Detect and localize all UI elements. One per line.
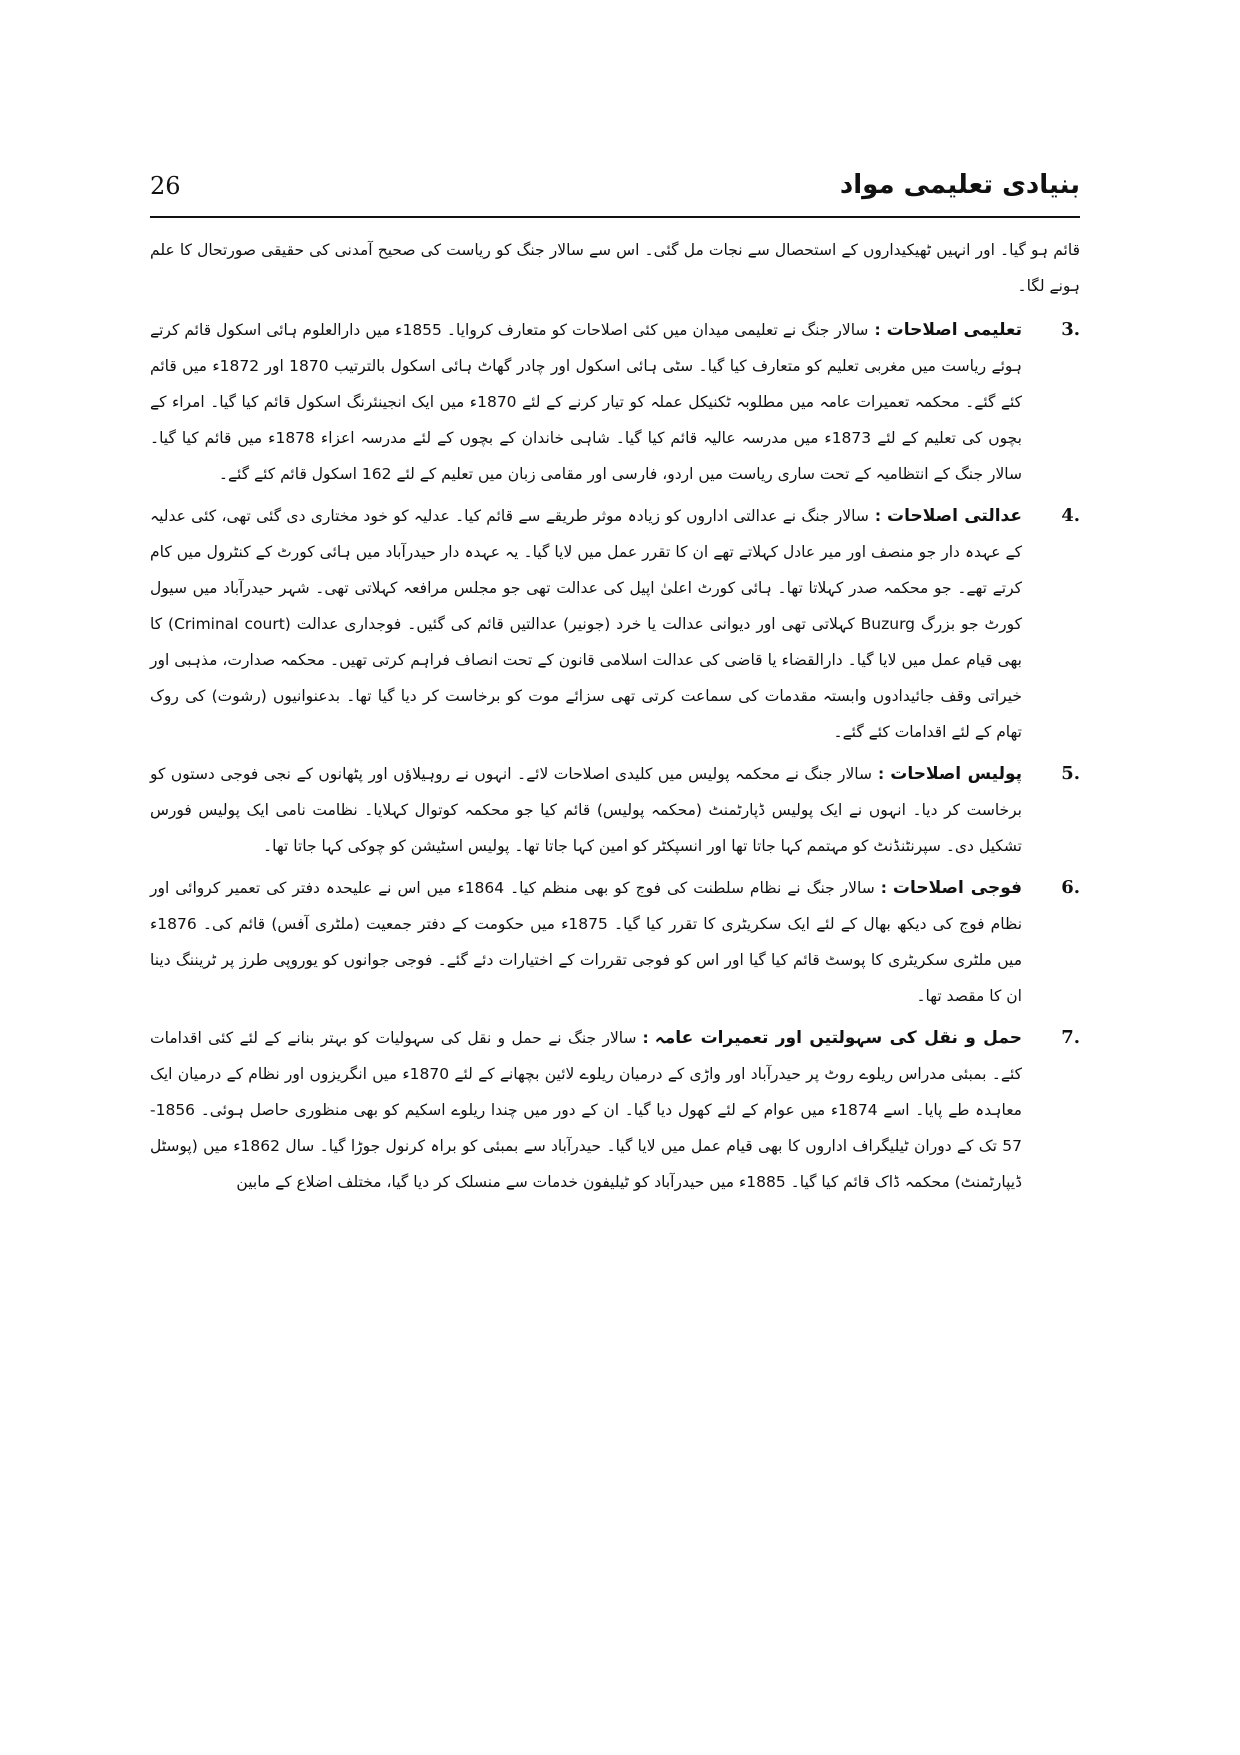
item-heading: فوجی اصلاحات	[892, 878, 1022, 898]
item-heading: عدالتی اصلاحات	[887, 506, 1022, 526]
page-body	[150, 232, 1080, 1206]
list-item-police-reforms	[150, 756, 1080, 864]
item-separator: :	[874, 321, 881, 339]
item-number: 4.	[1061, 505, 1080, 526]
item-text: سالار جنگ نے حمل و نقل کی سہولیات کو بہتر بنانے کے لئے کئی اقدامات کئے۔ بمبئی مدراس ریلوے روٹ پر حیدرآباد اور واڑی کے درمیان ریلوے لائین بچھانے کے لئے 1870ء میں انگریزوں اور نظام کے درمیان ایک معاہدہ طے پایا۔ اسے 1874ء میں عوام کے لئے کھول دیا گیا۔ ان کے دور میں چندا ریلوے اسکیم کو بھی منظوری حاصل ہوئی۔ 1856-57 تک کے دوران ٹیلیگراف اداروں کا بھی قیام عمل میں لایا گیا۔ حیدرآباد سے بمبئی کو براہ کرنول جوڑا گیا۔ سال 1862ء میں (پوسٹل ڈیپارٹمنٹ) محکمہ ڈاک قائم کیا گیا۔ 1885ء میں حیدرآباد کو ٹیلیفون خدمات سے منسلک کر دیا گیا، مختلف اضلاع کے مابین	[150, 1029, 1023, 1191]
list-item-military-reforms	[150, 870, 1080, 1014]
item-separator: :	[874, 507, 882, 525]
item-text: سالار جنگ نے محکمہ پولیس میں کلیدی اصلاحات لائے۔ انہوں نے روہیلاؤں اور پٹھانوں کے نجی فوجی دستوں کو برخاست کر دیا۔ انہوں نے ایک پولیس ڈپارٹمنٹ (محکمہ پولیس) قائم کیا جو محکمہ کوتوال کہلایا۔ نظامت نامی ایک پولیس فورس تشکیل دی۔ سپرنٹنڈنٹ کو مہتمم کہا جاتا تھا اور انسپکٹر کو امین کہا جاتا تھا۔ پولیس اسٹیشن کو چوکی کہا جاتا تھا۔	[150, 765, 1022, 855]
intro-paragraph: قائم ہو گیا۔ اور انہیں ٹھیکیداروں کے استحصال سے نجات مل گئی۔ اس سے سالار جنگ کو ریاست کی صحیح آمدنی کی حقیقی صورتحال کا علم ہونے لگا۔	[150, 241, 1080, 295]
item-number: 5.	[1061, 763, 1080, 784]
item-heading: پولیس اصلاحات	[890, 764, 1022, 784]
item-text: سالار جنگ نے تعلیمی میدان میں کئی اصلاحات کو متعارف کروایا۔ 1855ء میں دارالعلوم ہائی اسکول قائم کرتے ہوئے ریاست میں مغربی تعلیم کو متعارف کیا گیا۔ سٹی ہائی اسکول اور چادر گھاٹ ہائی اسکول بالترتیب 1870 اور 1872ء میں قائم کئے گئے۔ محکمہ تعمیرات عامہ میں مطلوبہ ٹکنیکل عملہ کو تیار کرنے کے لئے 1870ء میں ایک انجینئرنگ اسکول قائم کیا گیا۔ امراء کے بچوں کی تعلیم کے لئے 1873ء میں مدرسہ عالیہ قائم کیا گیا۔ شاہی خاندان کے بچوں کے لئے مدرسہ اعزاء 1878ء میں قائم کیا گیا۔ سالار جنگ کے انتظامیہ کے تحت ساری ریاست میں اردو، فارسی اور مقامی زبان میں تعلیم کے لئے 162 اسکول قائم کئے گئے۔	[150, 321, 1023, 483]
list-item-transport-public-works	[150, 1020, 1080, 1200]
item-number: 6.	[1061, 877, 1080, 898]
header-rule	[150, 216, 1080, 218]
item-heading: تعلیمی اصلاحات	[886, 320, 1022, 340]
page-number: 26	[150, 172, 181, 200]
item-heading: حمل و نقل کی سہولتیں اور تعمیرات عامہ	[654, 1028, 1023, 1048]
list-item-education-reforms	[150, 312, 1080, 492]
item-separator: :	[878, 765, 885, 783]
list-item-judicial-reforms	[150, 498, 1080, 750]
item-separator: :	[642, 1029, 649, 1047]
item-number: 3.	[1061, 319, 1080, 340]
item-text: سالار جنگ نے نظام سلطنت کی فوج کو بھی منظم کیا۔ 1864ء میں اس نے علیحدہ دفتر کی تعمیر کروائی اور نظام فوج کی دیکھ بھال کے لئے ایک سکریٹری کا تقرر کیا گیا۔ 1875ء میں حکومت کے دفتر جمعیت (ملٹری آفس) قائم کی۔ 1876ء میں ملٹری سکریٹری کا پوسٹ قائم کیا گیا اور اس کو فوجی تقررات کے اختیارات دئے گئے۔ فوجی جوانوں کو یوروپی طرز پر ٹریننگ دینا ان کا مقصد تھا۔	[150, 879, 1023, 1005]
item-number: 7.	[1061, 1027, 1080, 1048]
book-title: بنیادی تعلیمی مواد	[839, 170, 1080, 200]
item-separator: :	[880, 879, 887, 897]
page-header	[150, 168, 1080, 208]
item-text: سالار جنگ نے عدالتی اداروں کو زیادہ موثر طریقے سے قائم کیا۔ عدلیہ کو خود مختاری دی گئی تھی، کئی عدلیہ کے عہدہ دار جو منصف اور میر عادل کہلاتے تھے ان کا تقرر عمل میں لایا گیا۔ یہ عہدہ دار حیدرآباد میں ہائی کورٹ کے کنٹرول میں کام کرتے تھے۔ جو محکمہ صدر کہلاتا تھا۔ ہائی کورٹ اعلیٰ اپیل کی عدالت تھی جو مجلس مرافعہ کہلاتی تھی۔ شہر حیدرآباد میں سیول کورٹ جو بزرگ Buzurg کہلاتی تھی اور دیوانی عدالت یا خرد (جونیر) عدالتیں قائم کی گئیں۔ فوجداری عدالت (Criminal court) کا بھی قیام عمل میں لایا گیا۔ دارالقضاء یا قاضی کی عدالت اسلامی قانون کے تحت انصاف فراہم کرتی تھیں۔ محکمہ صدارت، مذہبی اور خیراتی وقف جائیدادوں وابستہ مقدمات کی سماعت کرتی تھی سزائے موت کو برخاست کر دیا گیا تھا۔ بدعنوانیوں (رشوت) کی روک تھام کے لئے اقدامات کئے گئے۔	[150, 507, 1023, 741]
